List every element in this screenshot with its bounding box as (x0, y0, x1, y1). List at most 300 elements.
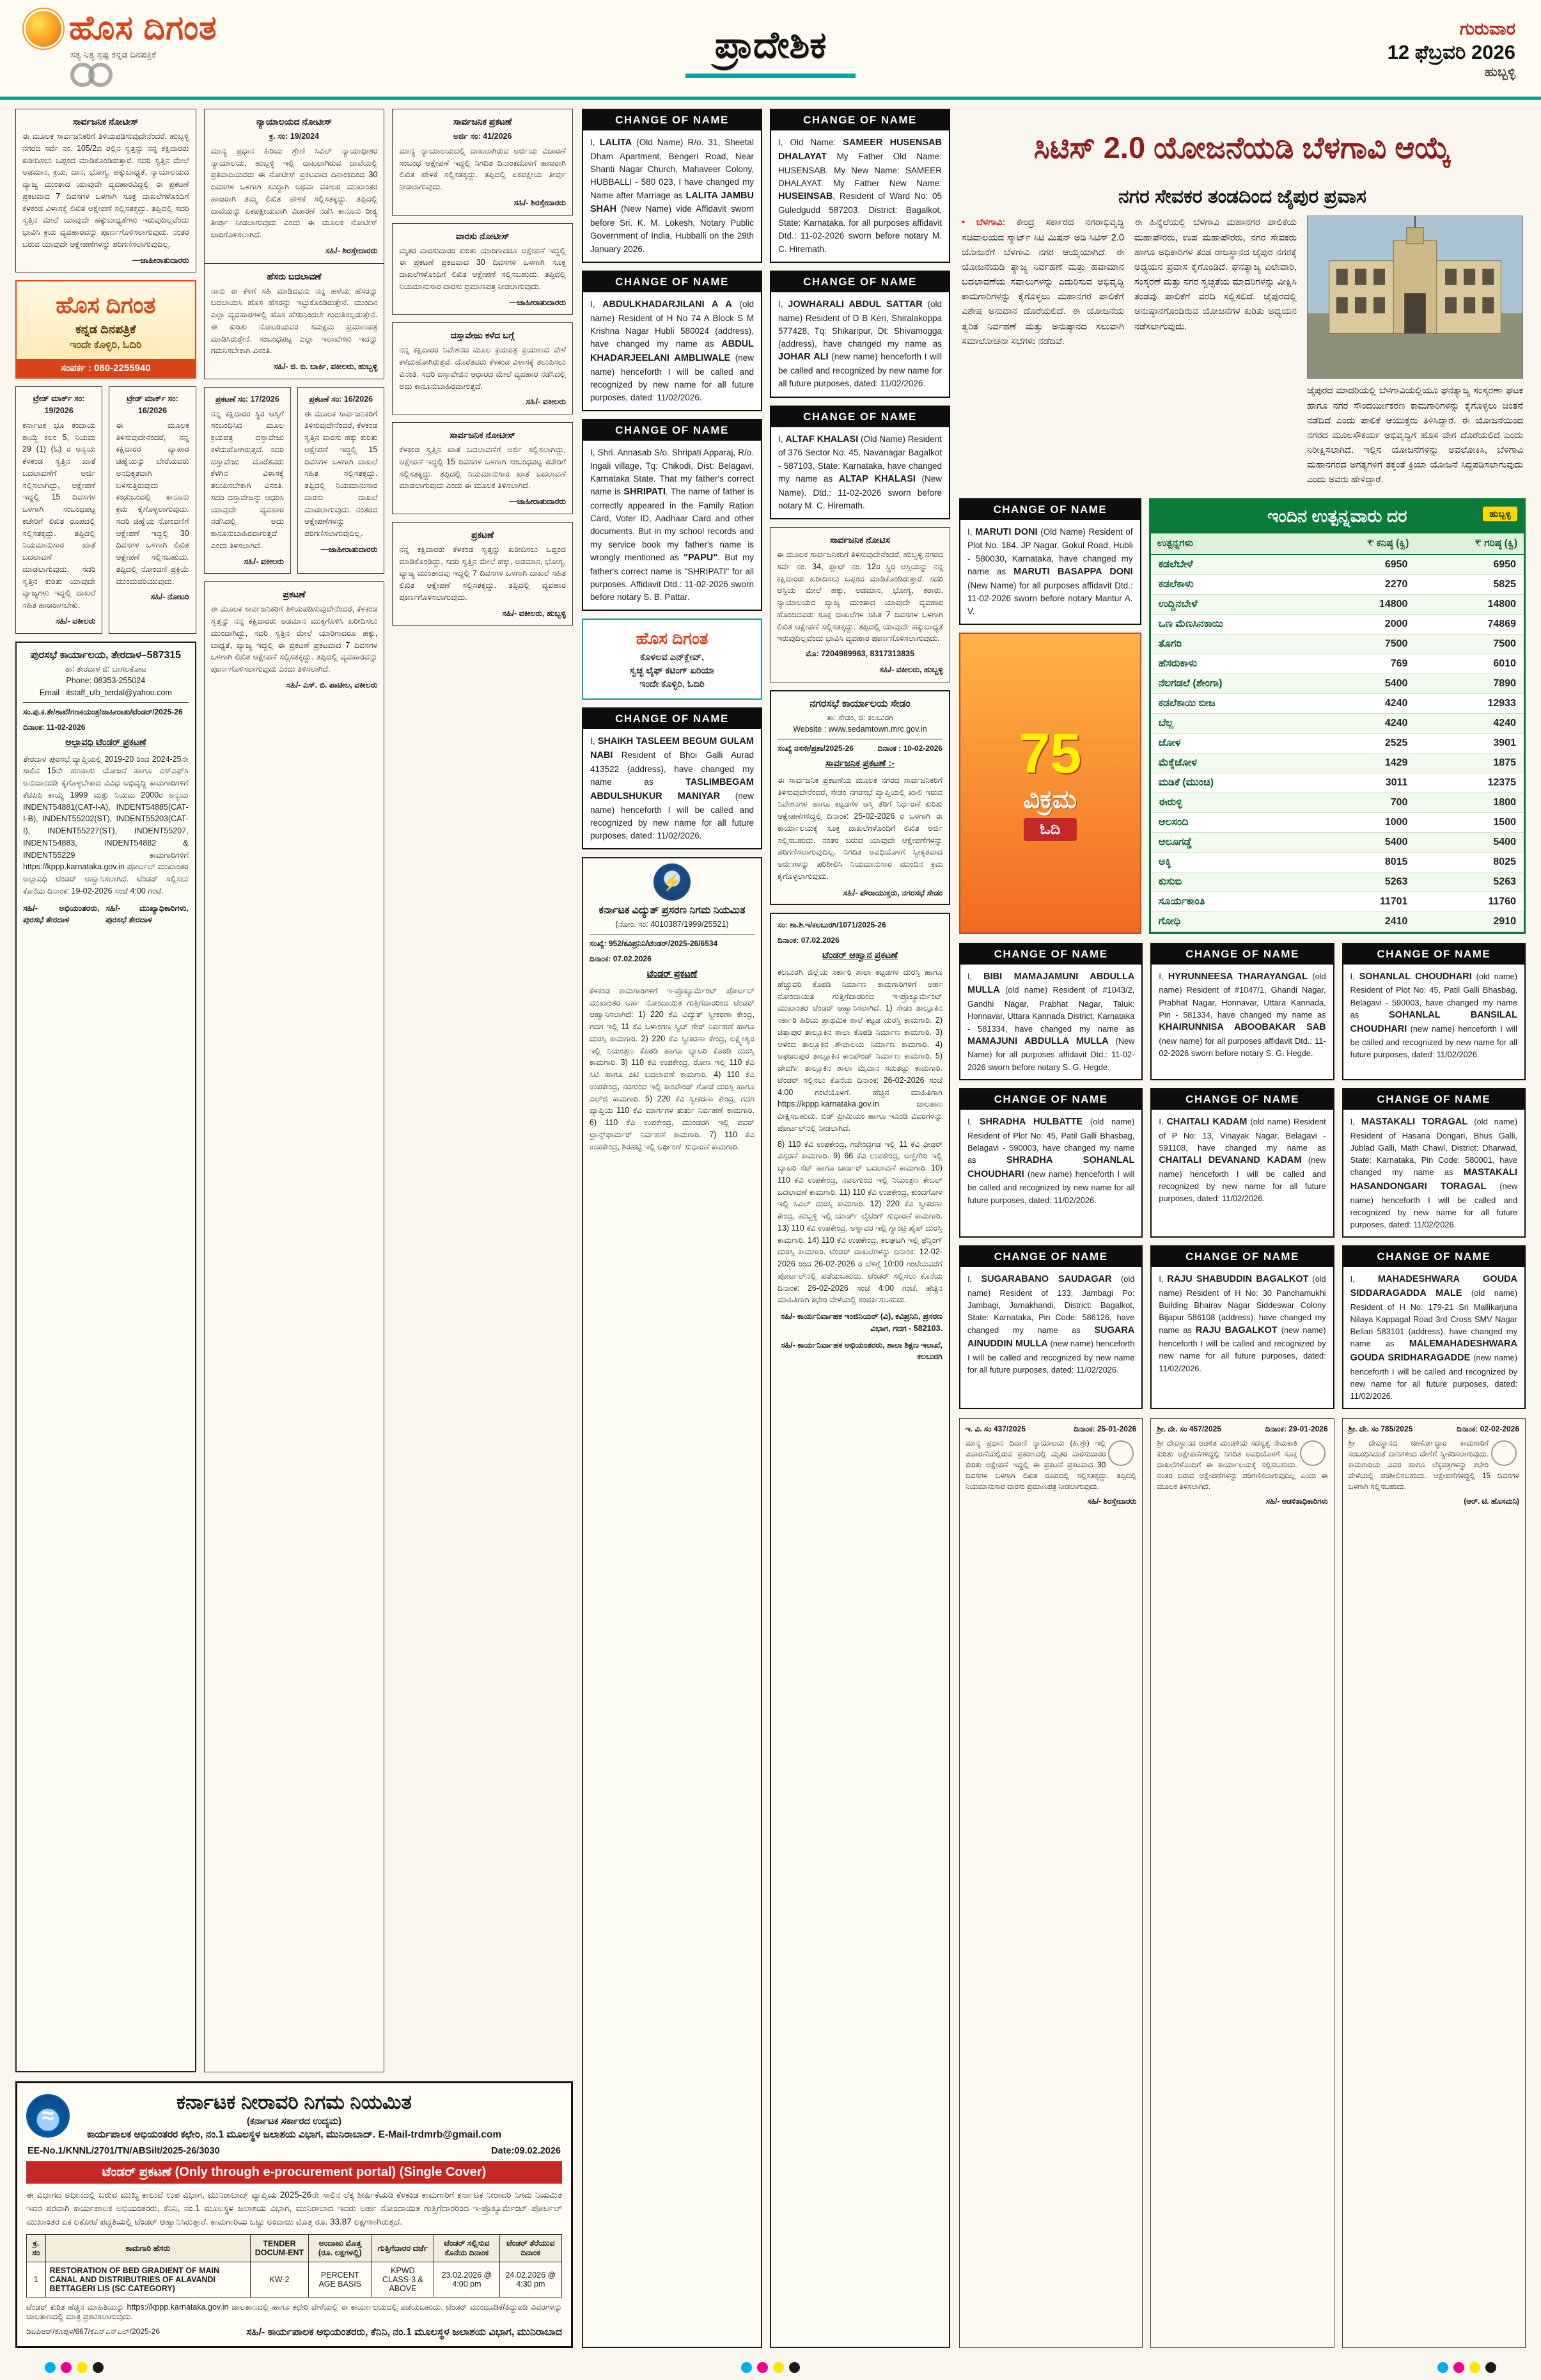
notice-signature: ಸಹಿ/- ಶಿರಸ್ತೇದಾರರು (1087, 1497, 1137, 1506)
tender-table-header: ಅಂದಾಜು ಮೊತ್ತ (ರೂ. ಲಕ್ಷಗಳಲ್ಲಿ) (309, 2235, 372, 2262)
classified-notice (15, 386, 102, 633)
notice-body: ಮೃತರ ವಾರಸುದಾರರ ಕುರಿತು ಯಾರಿಗಾದರೂ ಆಕ್ಷೇಪಣೆ ಇದ್ದಲ್ಲಿ ಈ ಪ್ರಕಟಣೆ ಪ್ರಕಟವಾದ 30 ದಿವಸಗಳ ಒಳಗಾಗಿ ಸೂಕ್ತ ದಾಖಲೆಗಳೊಂದಿಗೆ ಲಿಖಿತ ಆಕ್ಷೇಪಣೆ ಸಲ್ಲಿಸಬಹುದು. ತಪ್ಪಿದಲ್ಲಿ ನಿಯಮಾನುಸಾರ ವಾರಸು ಪ್ರಮಾಣಪತ್ರ ನೀಡಲಾಗುವುದು. (399, 246, 566, 291)
vikrama-ad (959, 633, 1141, 933)
official-seal-icon (1300, 1440, 1326, 1466)
price-row (1151, 733, 1524, 753)
notice-signature: ಸಹಿ/- ವಕೀಲರು, ಹುಬ್ಬಳ್ಳಿ (502, 608, 566, 618)
tender-table (26, 2234, 562, 2297)
notice-kicker: ಪ್ರಕಟಣೆ (471, 529, 494, 540)
column-5 (770, 109, 950, 2348)
left-section (15, 109, 573, 2348)
sedam-municipality-notice (770, 690, 950, 906)
price-min: 2270 (1308, 574, 1416, 594)
tender-date: ದಿನಾಂಕ: 07.02.2026 (778, 936, 840, 945)
notice-ref: ಅರ್ಜಿ ಸಂ: 41/2026 (453, 132, 512, 141)
change-of-name-notice (959, 1088, 1143, 1238)
price-row (1151, 852, 1524, 872)
office-address: ಕಾರ್ಯಪಾಲಕ ಅಭಿಯಂತರರ ಕಛೇರಿ, ನಂ.1 ಮೂಲಸ್ಥಳ ಜಲಾಶಯ ವಿಭಾಗ, ಮುನಿರಾಬಾದ್. E-Mail-trdmrb@gmail.com (86, 2129, 502, 2141)
price-min: 4240 (1308, 693, 1416, 713)
classified-notice (204, 109, 385, 264)
notice-signature: ಸಹಿ/- ವಕೀಲರು, ಹುಬ್ಬಳ್ಳಿ (879, 665, 943, 674)
notice-signature: ಸಹಿ/- ಜಿ. ಬಿ. ಬಾರ್ಕಿ, ವಕೀಲರು, ಹುಬ್ಬಳ್ಳಿ (273, 362, 378, 371)
notice-body: ಈ ಮೂಲಕ ಸಾರ್ವಜನಿಕರಿಗೆ ತಿಳಿಸುವುದೇನೆಂದರೆ, ಕೆಳಕಂಡ ಸ್ವತ್ತಿನ ವಾರಸು ಹಕ್ಕು ಕುರಿತು ಆಕ್ಷೇಪಣೆ ಇದ್ದಲ್ಲಿ 15 ದಿವಸಗಳ ಒಳಗಾಗಿ ದಾಖಲೆ ಸಹಿತ ಸಲ್ಲಿಸತಕ್ಕದ್ದು. ತಪ್ಪಿದಲ್ಲಿ ನಿಯಮಾನುಸಾರ ವಾರಸು ದಾಖಲೆ ಮಾಡಲಾಗುವುದು. ನಂತರದ ಆಕ್ಷೇಪಣೆಗಳನ್ನು ಪರಿಗಣಿಸಲಾಗುವುದಿಲ್ಲ. (304, 409, 378, 538)
masthead-art-rings (70, 63, 647, 90)
office-name: ನಗರಸಭೆ ಕಾರ್ಯಾಲಯ ಸೇಡಂ (810, 698, 911, 709)
cell-class: KPWD CLASS-3 & ABOVE (372, 2262, 434, 2297)
col-max: ₹ ಗರಿಷ್ಠ (ಕ್ವಿ) (1415, 533, 1524, 555)
change-of-name-header: CHANGE OF NAME (1152, 1089, 1333, 1110)
notice-body: ಮಾನ್ಯ ಪ್ರಧಾನ ಹಿರಿಯ ಶ್ರೇಣಿ ಸಿವಿಲ್ ನ್ಯಾಯಾಧೀಶರ ನ್ಯಾಯಾಲಯ, ಹುಬ್ಬಳ್ಳಿ ಇಲ್ಲಿ ದಾಖಲಾಗಿರುವ ದಾವೆಯಲ್ಲಿ ಪ್ರತಿವಾದಿಯವರು ಈ ನೋಟೀಸ್ ಪ್ರಕಟವಾದ ದಿನಾಂಕದಿಂದ 30 ದಿವಸಗಳ ಒಳಗಾಗಿ ಖುದ್ದಾಗಿ ಅಥವಾ ವಕೀಲರ ಮುಖಾಂತರ ಹಾಜರಾಗಿ ತಮ್ಮ ಲಿಖಿತ ಹೇಳಿಕೆ ಸಲ್ಲಿಸತಕ್ಕದ್ದು. ತಪ್ಪಿದಲ್ಲಿ ದಾವೆಯನ್ನು ಏಕಪಕ್ಷೀಯವಾಗಿ ವಿಚಾರಣೆ ನಡೆಸಿ ಕಾನೂನು ರೀತ್ಯ ತೀರ್ಪು ನೀಡಲಾಗುವುದು ಎಂದು ಈ ಮೂಲಕ ನೋಟೀಸ್ ಜಾರಿಗೊಳಿಸಲಾಗಿದೆ. (210, 146, 378, 239)
price-min: 1429 (1308, 753, 1416, 773)
small-notice-grid (959, 1418, 1526, 2348)
column-1 (15, 109, 196, 2072)
price-row (1151, 872, 1524, 892)
registration-number: (ನೋಂ. ಸಂ: 4010387/1999/25521) (615, 920, 729, 929)
price-min: 11701 (1308, 892, 1416, 911)
change-of-name-body: I, BIBI MAMAJAMUNI ABDULLA MULLA (old name) Resident of #1043/2, Gandhi Nagar, Prabhat Nagar, Taluk: Honnavar, Uttara Kannada District, Karnataka - 581334, have changed my name as MAMAJUNI ABDULLA MULLA (New Name) for all purposes affidavit Dtd.: 11-02-2026 sworn before notary S. G. Hegde. (967, 971, 1135, 1072)
tender-title: ಅಲ್ಪಾವಧಿ ಟೆಂಡರ್ ಪ್ರಕಟಣೆ (65, 737, 146, 748)
notice-kicker: ಸಾರ್ವಜನಿಕ ನೋಟೀಸ್ (450, 430, 515, 440)
registration-dots (1437, 2362, 1496, 2373)
price-row (1151, 832, 1524, 852)
change-of-name-body: I, MASTAKALI TORAGAL (old name) Resident of Hasana Dongari, Bhus Galli, Jublad Galli, Math Chawl, District: Dharwad, State: Karnataka, Pin Code: 580001, have changed my name as MASTAKALI HASANDONGARI TORAGAL (new name) henceforth I will be called and recognized by new name for all future purposes, dated: 11/02/2026. (1350, 1116, 1517, 1230)
tender-table-header: ಗುತ್ತಿಗೆದಾರರ ದರ್ಜೆ (372, 2235, 434, 2262)
change-of-name-notice (582, 271, 762, 412)
notice-ref: ಟ್ರೇಡ್ ಮಾರ್ಕ್ ಸಂ: 16/2026 (127, 394, 178, 415)
change-of-name-header: CHANGE OF NAME (960, 500, 1140, 520)
notice-ref: ಟ್ರೇಡ್ ಮಾರ್ಕ್ ಸಂ: 19/2026 (33, 394, 85, 415)
notice-signature: —ಜಾಹೀರಾತುದಾರರು (132, 255, 189, 265)
price-max: 8025 (1415, 852, 1524, 872)
change-of-name-header: CHANGE OF NAME (1343, 1247, 1524, 1267)
notice-ref: ಕ್ರ. ಸಂ: 19/2024 (269, 132, 320, 141)
registration-dots (741, 2362, 800, 2373)
change-of-name-body: I, RAJU SHABUDDIN BAGALKOT (old name) Resident of H No: 30 Panchamukhi Building Bhairav Nagar Siddeswar Colony Bijapur 586108 (address), have changed my name as RAJU BAGALKOT (new name) henceforth I will be called and recognized by new name for all future purposes, dated: 11/02/2026. (1159, 1274, 1326, 1373)
change-of-name-header: CHANGE OF NAME (771, 407, 949, 427)
product-name: ಕುಸುಬಿ (1151, 872, 1308, 892)
signature: ಸಹಿ/- ಮುಖ್ಯಾಧಿಕಾರಿಗಳು, ಪುರಸಭೆ ತೇರದಾಳ (106, 903, 189, 925)
product-name: ಒಣ ಮೆಣಸಿನಕಾಯಿ (1151, 614, 1308, 634)
tender-ref: EE-No.1/KNNL/2701/TN/ABSilt/2025-26/3030 (27, 2146, 220, 2157)
kalaburagi-tender-notice (770, 913, 950, 2348)
price-min: 7500 (1308, 634, 1416, 654)
corporation-name: ಕರ್ನಾಟಕ ವಿದ್ಯುತ್ ಪ್ರಸರಣ ನಿಗಮ ನಿಯಮಿತ (598, 905, 746, 917)
notice-kicker: ಸಾರ್ವಜನಿಕ ಪ್ರಕಟಣೆ (453, 116, 512, 127)
product-name: ಹೆಸರುಕಾಳು (1151, 654, 1308, 674)
notice-signature: ಸಹಿ/- ವಕೀಲರು (244, 556, 284, 566)
notice-body: ಮಾನ್ಯ ಪ್ರಧಾನ ದಿವಾಣಿ ನ್ಯಾಯಾಲಯ (ಹಿ.ಶ್ರೇ) ಇಲ್ಲಿ ವಿಚಾರಣೆಯಲ್ಲಿರುವ ಪ್ರಕರಣದಲ್ಲಿ ಮೃತರ ವಾರಸುದಾರರ ಕುರಿತು ಆಕ್ಷೇಪಣೆ ಇದ್ದಲ್ಲಿ ಈ ಪ್ರಕಟಣೆ ಪ್ರಕಟವಾದ 30 ದಿವಸಗಳ ಒಳಗಾಗಿ ಲಿಖಿತ ರೂಪದಲ್ಲಿ ಸಲ್ಲಿಸತಕ್ಕದ್ದು. ತಪ್ಪಿದಲ್ಲಿ ನಿಯಮಾನುಸಾರ ವಾರಸು ಪ್ರಮಾಣಪತ್ರ ನೀಡಲಾಗುವುದು. (966, 1438, 1137, 1492)
change-of-name-header: CHANGE OF NAME (771, 272, 949, 292)
signature: ಸಹಿ/- ಕಾರ್ಯಪಾಲಕ ಅಭಿಯಂತರರು, ಕೆನಿನಿ, ನಂ.1 ಮೂಲಸ್ಥಳ ಜಲಾಶಯ ವಿಭಾಗ, ಮುನಿರಾಬಾದ (246, 2327, 562, 2338)
price-row (1151, 812, 1524, 832)
product-name: ನೆಲಗಡಲೆ (ಶೇಂಗಾ) (1151, 674, 1308, 693)
price-min: 5400 (1308, 832, 1416, 852)
public-notice (770, 527, 950, 682)
tender-table-header: ಟೆಂಡರ್ ಸಲ್ಲಿಸುವ ಕೊನೆಯ ದಿನಾಂಕ (434, 2235, 500, 2262)
terdal-municipality-notice (15, 642, 196, 2073)
notice-signature: ಸಹಿ/- ವಕೀಲರು (526, 397, 566, 407)
change-of-name-notice (770, 406, 950, 520)
cell-open-date: 24.02.2026 @ 4:30 pm (499, 2262, 561, 2297)
paper-tagline: ಸತ್ಯ ನಿತ್ಯ ಸ್ಪಷ್ಟ ಕನ್ನಡ ದಿನಪತ್ರಿಕೆ (70, 49, 157, 59)
product-name: ಆಲಸಂದಿ (1151, 812, 1308, 832)
price-min: 2000 (1308, 614, 1416, 634)
print-registration-marks (0, 2354, 1541, 2380)
change-of-name-body: I, ALTAF KHALASI (Old Name) Resident of 376 Sector No: 45, Navanagar Bagalkot - 587103, State: Karnataka, have changed my name as ALTAP KHALASI (New Name). Dtd.: 11-02-2026 sworn before notary M. C. Hiremath. (778, 434, 942, 510)
notice-kicker: ವಾರಸು ನೋಟೀಸ್ (455, 230, 510, 241)
change-of-name-body: I, HYRUNNEESA THARAYANGAL (old name) Resident of #1047/1, Ghandi Nagar, Prabhat Nagar, Honnavar, Uttara Kannada, Pin - 581334, have changed my name as KHAIRUNNISA ABOOBAKAR SAB (new name) for all purposes affidavit Dtd.: 11-02-2026 sworn before notary S. G. Hegde. (1159, 971, 1326, 1058)
classified-notice (392, 422, 573, 514)
notice-body: ಈ ಮೂಲಕ ಸಾರ್ವಜನಿಕರಿಗೆ ತಿಳಿಯಪಡಿಸುವುದೇನೆಂದರೆ, ಹುಬ್ಬಳ್ಳಿ ನಗರದ ಸರ್ವೆ ನಂ. 105/2ಬಿ ರಲ್ಲಿನ ಸ್ವತ್ತನ್ನು ನನ್ನ ಕಕ್ಷಿದಾರರು ಖರೀದಿಸಲು ಒಪ್ಪಂದ ಮಾಡಿಕೊಂಡಿರುತ್ತಾರೆ. ಸದರಿ ಸ್ವತ್ತಿನ ಮೇಲೆ ಅಡಮಾನ, ಕ್ರಯ, ದಾನ, ಭೋಗ್ಯ, ಹಕ್ಕುಬಾಧ್ಯತೆ, ನ್ಯಾಯಾಲಯದ ವ್ಯಾಜ್ಯ ಮುಂತಾದ ಯಾವುದೇ ವ್ಯವಹಾರವಿದ್ದಲ್ಲಿ ಈ ಪ್ರಕಟಣೆ ಪ್ರಕಟವಾದ 7 ದಿವಸಗಳ ಒಳಗಾಗಿ ಸೂಕ್ತ ದಾಖಲೆಗಳೊಂದಿಗೆ ಕೆಳಕಂಡ ವಿಳಾಸಕ್ಕೆ ಲಿಖಿತ ಆಕ್ಷೇಪಣೆ ಸಲ್ಲಿಸತಕ್ಕದ್ದು. ತಪ್ಪಿದಲ್ಲಿ ಸದರಿ ಸ್ವತ್ತಿನ ಮೇಲೆ ಯಾವುದೇ ಹಕ್ಕುಬಾಧ್ಯತೆಗಳು ಇರುವುದಿಲ್ಲವೆಂದು ಭಾವಿಸಿ ಕ್ರಯ ವ್ಯವಹಾರವನ್ನು ಪೂರ್ಣಗೊಳಿಸಲಾಗುವುದು. ನಂತರ ಬರುವ ಯಾವುದೇ ಆಕ್ಷೇಪಣೆಗಳನ್ನು ಪರಿಗಣಿಸಲಾಗುವುದಿಲ್ಲ. (22, 132, 189, 249)
notice-ref: ಸಂಖ್ಯೆ ನಸಸೇ/ಪ್ರಶಾ/2025-26 (778, 744, 854, 753)
dipr-ref: ಡಿಐಪಿಆರ್/ಕೊಪ್ಪಳ/667/ಕೆಎನ್‌ಎನ್‌ಎಲ್/2025-26 (26, 2327, 160, 2336)
notice-signature: ಸಹಿ/- ಆಡಳಿತಾಧಿಕಾರಿಗಳು (1265, 1497, 1328, 1506)
column-4 (582, 109, 762, 2348)
change-of-name-body: I, MAHADESHWARA GOUDA SIDDARAGADDA MALE (old name) Resident of H No: 179-21 Sri Mallikarjuna Nilaya Kappagal Road 3rd Cross SMV Nagar Bellari 583101 (address), have changed my name as MALEMAHADESHWARA GOUDA SRIDHARAGADDE (new name) henceforth I will be called and recognized by new name for all future purposes, dated: 11/02/2026. (1350, 1274, 1518, 1401)
ad-brand: ಹೊಸ ದಿಗಂತ (56, 292, 156, 319)
masthead (0, 0, 1541, 100)
change-of-name-header: CHANGE OF NAME (960, 1089, 1141, 1110)
small-court-notice (959, 1418, 1143, 2348)
official-seal-icon (1108, 1440, 1134, 1466)
price-row (1151, 654, 1524, 674)
article-body (962, 216, 1297, 487)
price-max: 74869 (1415, 614, 1524, 634)
cell-document: KW-2 (250, 2262, 308, 2297)
lead-bullet: • (962, 217, 966, 228)
notice-ref: ಪ್ರಕಟಣೆ ಸಂ: 17/2026 (215, 394, 279, 404)
price-max: 1800 (1415, 792, 1524, 812)
price-row (1151, 574, 1524, 594)
price-max: 12375 (1415, 773, 1524, 792)
price-min: 2410 (1308, 911, 1416, 931)
office-location: ತಾ: ತೇರದಾಳ ಜಿ: ಬಾಗಲಕೋಟ (65, 664, 146, 674)
office-location: ತಾ: ಸೇಡಂ, ಜಿ: ಕಲಬುರಗಿ (826, 713, 894, 722)
price-max: 7890 (1415, 674, 1524, 693)
kptcl-logo-icon (653, 863, 691, 901)
change-of-name-notice (1342, 1245, 1526, 1409)
change-of-name-grid (959, 943, 1526, 1410)
change-of-name-body: I, CHAITALI KADAM (old name) Resident of P No: 13, Vinayak Nagar, Belagavi - 591108, have changed my name as CHAITALI DEVANAND KADAM (new name) henceforth I will be called and recognized by new name for all future purposes, dated: 11/02/2026. (1159, 1116, 1326, 1204)
sunburst-logo-icon (26, 11, 61, 47)
price-min: 8015 (1308, 852, 1416, 872)
article-subhead: ನಗರ ಸೇವಕರ ತಂಡದಿಂದ ಜೈಪುರ ಪ್ರವಾಸ (1118, 186, 1366, 208)
notice-body: ಶ್ರೀ ದೇವಸ್ಥಾನದ ಆಡಳಿತ ಮಂಡಳಿಯ ಸದಸ್ಯತ್ವ ನೇಮಕಾತಿ ಕುರಿತು ಆಕ್ಷೇಪಣೆಗಳಿದ್ದಲ್ಲಿ ನಿಗದಿತ ಅವಧಿಯೊಳಗೆ ಸೂಕ್ತ ದಾಖಲೆಗಳೊಂದಿಗೆ ಈ ಕಾರ್ಯಾಲಯಕ್ಕೆ ಸಲ್ಲಿಸಬಹುದು. ನಂತರ ಬರುವ ಆಕ್ಷೇಪಣೆಗಳನ್ನು ಪರಿಗಣಿಸಲಾಗುವುದಿಲ್ಲ ಎಂದು ಈ ಮೂಲಕ ತಿಳಿಸಲಾಗಿದೆ. (1157, 1438, 1328, 1492)
classified-notice (297, 387, 384, 574)
notice-kicker: ದಸ್ತಾವೇಜು ಕಳೆದ ಬಗ್ಗೆ (450, 330, 515, 341)
product-name: ಮೆಕ್ಕೆಜೋಳ (1151, 753, 1308, 773)
change-of-name-notice (582, 109, 762, 263)
weekday: ಗುರುವಾರ (1459, 19, 1515, 38)
tender-ref: ಸಂಖ್ಯೆ: 952/ಕವಿಪ್ರನಿನಿ/ಟೆಂಡರ್/2025-26/6534 (590, 939, 718, 948)
product-name: ಮಡಿಕೆ (ಮುಂಚಿ) (1151, 773, 1308, 792)
classified-notice (392, 223, 573, 315)
change-of-name-notice (582, 707, 762, 849)
tender-table-header: ಕ್ರ. ಸಂ (27, 2235, 46, 2262)
price-min: 14800 (1308, 594, 1416, 614)
mid-section (582, 109, 950, 2348)
notice-body: ಈ ಸಾರ್ವಜನಿಕ ಪ್ರಕಟಣೆಯ ಮೂಲಕ ನಗರದ ಸಾರ್ವಜನಿಕರಿಗೆ ತಿಳಿಸುವುದೇನೆಂದರೆ, ಸೇಡಂ ನಗರಸಭೆ ವ್ಯಾಪ್ತಿಯಲ್ಲಿ ಖಾಲಿ ಇರುವ ನಿವೇಶನಗಳ ಹಾಗೂ ಕಟ್ಟಡಗಳ ಆಸ್ತಿ ತೆರಿಗೆ ನಿರ್ಧರಣೆ ಕುರಿತು ಆಕ್ಷೇಪಣೆಗಳಿದ್ದಲ್ಲಿ ದಿನಾಂಕ: 25-02-2026 ರ ಒಳಗಾಗಿ ಈ ಕಾರ್ಯಾಲಯಕ್ಕೆ ಸೂಕ್ತ ದಾಖಲೆಗಳೊಂದಿಗೆ ಲಿಖಿತ ಅರ್ಜಿ ಸಲ್ಲಿಸಬಹುದು. ನಂತರ ಬರುವ ಯಾವುದೇ ಆಕ್ಷೇಪಣೆಗಳನ್ನು ಪರಿಗಣಿಸಲಾಗುವುದಿಲ್ಲ. ನಿಗದಿತ ಅವಧಿಯೊಳಗೆ ಸ್ವೀಕೃತವಾದ ಅರ್ಜಿಗಳನ್ನು ಪರಿಶೀಲಿಸಿ ನಿಯಮಾನುಸಾರ ಮುಂದಿನ ಕ್ರಮ ಕೈಗೊಳ್ಳಲಾಗುವುದು. (778, 775, 943, 881)
change-of-name-body: I, SUGARABANO SAUDAGAR (old name) Resident of 133, Jambagi Po: Jambagi, Jamakhandi, District: Bagalkot, State: Karnataka, Pin Code: 586126, have changed my name as SUGARA AINUDDIN MULLA (new name) henceforth I will be called and recognized by new name for all future purposes, dated: 11/02/2026. (967, 1274, 1135, 1375)
article-photo-column (1307, 216, 1523, 487)
article-paragraph: ಈ ಹಿನ್ನೆಲೆಯಲ್ಲಿ ಬೆಳಗಾವಿ ಮಹಾನಗರ ಪಾಲಿಕೆಯ ಮಹಾಪೌರರು, ಉಪ ಮಹಾಪೌರರು, ನಗರ ಸೇವಕರು ಹಾಗೂ ಅಧಿಕಾರಿಗಳ ತಂಡ ರಾಜಸ್ಥಾನದ ಜೈಪುರ ನಗರಕ್ಕೆ ಅಧ್ಯಯನ ಪ್ರವಾಸ ಕೈಗೊಂಡಿದೆ. ಘನತ್ಯಾಜ್ಯ ವಿಲೇವಾರಿ, ಸಂಸ್ಕರಣೆ ಮತ್ತು ನಗರ ಸ್ವಚ್ಛತೆಯ ಮಾದರಿಗಳನ್ನು ವೀಕ್ಷಿಸಿ ತಂಡವು ಪಾಲಿಕೆಗೆ ವರದಿ ಸಲ್ಲಿಸಲಿದೆ. ಜೈಪುರದಲ್ಲಿ ಅನುಷ್ಠಾನಗೊಂಡಿರುವ ಯೋಜನೆಗಳ ಕುರಿತು ಅಧ್ಯಯನ ನಡೆಸಲಾಗುವುದು. (1134, 217, 1297, 332)
corporation-subtitle: (ಕರ್ನಾಟಕ ಸರ್ಕಾರದ ಉದ್ಯಮ) (246, 2116, 342, 2127)
notice-ref: ಸಂ.ಪು.ಕ.ತೇ/ಶಾಖೆ/ಗಣಕಯಂತ್ರ/ಜಾಹೀರಾತು/ಟೆಂಡರ್/2025-26 (23, 707, 183, 716)
notice-signature: ಸಹಿ/- ನೋಟರಿ (150, 592, 189, 602)
ad-line: ಸ್ವಚ್ಛ ಲೈಫ್ ಕಟಿಂಗ್ ಏರಿಯಾ (629, 666, 715, 677)
notice-body: ಈ ಮೂಲಕ ಸಾರ್ವಜನಿಕರಿಗೆ ತಿಳಿಸುವುದೇನೆಂದರೆ, ಹುಬ್ಬಳ್ಳಿ ನಗರದ ಸರ್ವೆ ನಂ. 34, ಪ್ಲಾಟ್ ನಂ. 12ರ ಸ್ಥಿರ ಆಸ್ತಿಯನ್ನು ನನ್ನ ಕಕ್ಷಿದಾರರು ಖರೀದಿಸಲು ಒಪ್ಪಂದ ಮಾಡಿಕೊಂಡಿರುತ್ತಾರೆ. ಸದರಿ ಆಸ್ತಿಯ ಮೇಲೆ ಹಕ್ಕು, ಅಡಮಾನ, ಭೋಗ್ಯ, ಕರಾರು, ನ್ಯಾಯಾಲಯದ ವ್ಯಾಜ್ಯ ಮುಂತಾದ ಯಾವುದೇ ವ್ಯವಹಾರ ಹೊಂದಿದವರು ಸೂಕ್ತ ದಾಖಲೆಗಳ ಸಹಿತ 7 ದಿವಸಗಳ ಒಳಗಾಗಿ ಲಿಖಿತ ಆಕ್ಷೇಪಣೆ ಸಲ್ಲಿಸತಕ್ಕದ್ದು. ತಪ್ಪಿದಲ್ಲಿ ಯಾವುದೇ ಹಕ್ಕುಬಾಧ್ಯತೆ ಇರುವುದಿಲ್ಲವೆಂದು ಭಾವಿಸಿ ವ್ಯವಹಾರ ಪೂರ್ಣಗೊಳಿಸಲಾಗುವುದು. (777, 550, 943, 643)
price-row (1151, 792, 1524, 812)
price-min: 4240 (1308, 713, 1416, 733)
knnl-tender-notice (15, 2081, 573, 2348)
price-max: 14800 (1415, 594, 1524, 614)
notice-kicker: ಹೆಸರು ಬದಲಾವಣೆ (267, 271, 322, 281)
price-min: 1000 (1308, 812, 1416, 832)
change-of-name-header: CHANGE OF NAME (1343, 944, 1524, 965)
classified-notice (392, 522, 573, 626)
edition-city: ಹುಬ್ಬಳ್ಳಿ (1484, 65, 1515, 80)
price-row (1151, 594, 1524, 614)
hosa-digantha-ad (15, 280, 196, 379)
tender-body-continued: 8) 110 ಕೆವಿ ಉಪಕೇಂದ್ರ, ಗಜೇಂದ್ರಗಡ ಇಲ್ಲಿ 11 ಕೆವಿ ಫೀಡರ್ ವಿಸ್ತರಣೆ ಕಾಮಗಾರಿ. 9) 66 ಕೆವಿ ಉಪಕೇಂದ್ರ, ಅಣ್ಣಿಗೇರಿ ಇಲ್ಲಿ ಬ್ಯಾಟರಿ ಸೆಟ್ ಹಾಗೂ ಚಾರ್ಜರ್ ಬದಲಾವಣೆ ಕಾಮಗಾರಿ. 10) 110 ಕೆವಿ ಉಪಕೇಂದ್ರ, ನವಲಗುಂದ ಇಲ್ಲಿ ನಿಯಂತ್ರಣ ಕೇಬಲ್ ಬದಲಾವಣೆ ಕಾಮಗಾರಿ. 11) 110 ಕೆವಿ ಉಪಕೇಂದ್ರ, ಕುಂದಗೋಳ ಇಲ್ಲಿ ಸಿವಿಲ್ ದುರಸ್ತಿ ಕಾಮಗಾರಿ. 12) 220 ಕೆವಿ ಸ್ವೀಕರಣಾ ಕೇಂದ್ರ, ಹುಬ್ಬಳ್ಳಿ ಇಲ್ಲಿ ಯಾರ್ಡ್ ಲೈಟಿಂಗ್ ಸುಧಾರಣೆ ಕಾಮಗಾರಿ. 13) 110 ಕೆವಿ ಉಪಕೇಂದ್ರ, ಅಳ್ನಾವರ ಇಲ್ಲಿ ಗ್ಯಾಂಟ್ರಿ ಪೈಪ್ ದುರಸ್ತಿ ಕಾಮಗಾರಿ. 14) 110 ಕೆವಿ ಉಪಕೇಂದ್ರ, ಕಲಘಟಗಿ ಇಲ್ಲಿ ಫೆನ್ಸಿಂಗ್ ದುರಸ್ತಿ ಕಾಮಗಾರಿ. ಟೆಂಡರ್ ದಾಖಲೆಗಳನ್ನು ದಿನಾಂಕ: 12-02-2026 ರಿಂದ 26-02-2026 ರ ಬೆಳಿಗ್ಗೆ 10:00 ಗಂಟೆಯವರೆಗೆ ಪೋರ್ಟಲ್‌ನಲ್ಲಿ ಪಡೆಯಬಹುದು. ಟೆಂಡರ್ ಸಲ್ಲಿಸಲು ಕೊನೆಯ ದಿನಾಂಕ: 26-02-2026 ಸಂಜೆ 4:00 ಗಂಟೆ. ಹೆಚ್ಚಿನ ಮಾಹಿತಿಗಾಗಿ ಕಛೇರಿ ವೇಳೆಯಲ್ಲಿ ಸಂಪರ್ಕಿಸಬಹುದು. (778, 1139, 943, 1305)
page-content (0, 100, 1541, 2354)
right-section (959, 109, 1526, 2348)
product-name: ಸೂರ್ಯಕಾಂತಿ (1151, 892, 1308, 911)
article-paragraph: ಜೈಪುರದ ಮಾದರಿಯಲ್ಲಿ ಬೆಳಗಾವಿಯಲ್ಲಿಯೂ ಘನತ್ಯಾಜ್ಯ ಸಂಸ್ಕರಣಾ ಘಟಕ ಹಾಗೂ ನಗರ ಸೌಂದರ್ಯೀಕರಣ ಕಾಮಗಾರಿಗಳನ್ನು ಕೈಗೊಳ್ಳಲು ಚಿಂತನೆ ನಡೆದಿದೆ ಎಂದು ಪಾಲಿಕೆ ಆಯುಕ್ತರು ತಿಳಿಸಿದ್ದಾರೆ. ಈ ಯೋಜನೆಯಿಂದ ನಗರದ ಮೂಲಸೌಕರ್ಯ ಅಭಿವೃದ್ಧಿಗೆ ಹೊಸ ವೇಗ ದೊರೆಯಲಿದೆ ಎಂದು ನಿರೀಕ್ಷಿಸಲಾಗಿದೆ. ಇಲ್ಲಿನ ಯೋಜನೆಗಳನ್ನು ಅವಲೋಕಿಸಿ, ಬೆಳಗಾವಿ ಮಹಾನಗರದ ಅಗತ್ಯಗಳಿಗೆ ತಕ್ಕಂತೆ ಕ್ರಿಯಾ ಯೋಜನೆ ಸಿದ್ಧಪಡಿಸಲಾಗುವುದು ಎಂದು ಅವರು ಹೇಳಿದ್ದಾರೆ. (1306, 386, 1523, 485)
product-name: ಉದ್ದಿನಬೇಳೆ (1151, 594, 1308, 614)
price-min: 5400 (1308, 674, 1416, 693)
ad-line: ಕೊಳಲವ ಎನ್‌ಕ್ಲೇವ್, (639, 652, 705, 663)
change-of-name-header: CHANGE OF NAME (960, 1247, 1141, 1267)
notice-signature: —ಜಾಹೀರಾತುದಾರರು (509, 297, 566, 307)
notice-kicker: ಪ್ರಕಟಣೆ (283, 589, 306, 600)
notice-body: ನಾನು ಈ ಕೆಳಗೆ ಸಹಿ ಮಾಡಿದವನು ನನ್ನ ಹಳೆಯ ಹೆಸರನ್ನು ಬದಲಾಯಿಸಿ ಹೊಸ ಹೆಸರನ್ನು ಇಟ್ಟುಕೊಂಡಿರುತ್ತೇನೆ. ಮುಂದಿನ ಎಲ್ಲಾ ವ್ಯವಹಾರಗಳಲ್ಲಿ ಹೊಸ ಹೆಸರಿನಿಂದಲೇ ಗುರುತಿಸಲ್ಪಡುತ್ತೇನೆ. ಈ ಕುರಿತು ನೋಟರಿಯವರ ಸಮಕ್ಷಮ ಪ್ರಮಾಣಪತ್ರ ಮಾಡಿಸಿರುತ್ತೇನೆ. ಸಂಬಂಧಪಟ್ಟ ಎಲ್ಲಾ ಇಲಾಖೆಗಳು ಇದನ್ನು ಗಮನಿಸಬೇಕಾಗಿ ವಿನಂತಿ. (210, 286, 378, 356)
office-phone: Phone: 08353-255024 (66, 676, 146, 686)
classified-notice (204, 387, 291, 574)
price-max: 7500 (1415, 634, 1524, 654)
notice-ref: ಇ. ವಿ. ಸಂ 437/2025 (966, 1424, 1026, 1434)
notice-signature: —ಜಾಹೀರಾತುದಾರರು (509, 497, 566, 506)
tender-table-header: ಟೆಂಡರ್ ತೆರೆಯುವ ದಿನಾಂಕ (499, 2235, 561, 2262)
price-max: 5400 (1415, 832, 1524, 852)
change-of-name-body: I, SOHANLAL CHOUDHARI (old name) Resident of Plot No: 45, Patil Galli Bhasbag, Belagavi - 590003, have changed my name as SOHANLAL BANSILAL CHOUDHARI (new name) henceforth I will be called and recognized by new name for all future purposes, dated: 11/02/2026. (1350, 971, 1517, 1060)
change-of-name-header: CHANGE OF NAME (960, 944, 1141, 965)
article-headline: ಸಿಟಿಸ್ 2.0 ಯೋಜನೆಯಡಿ ಬೆಳಗಾವಿ ಆಯ್ಕೆ (1033, 130, 1451, 165)
change-of-name-notice (959, 1245, 1143, 1409)
mini-notice-pair (15, 386, 196, 633)
price-row (1151, 693, 1524, 713)
change-of-name-body: I, ABDULKHADARJILANI A A (old name) Resident of H No 74 A Block S M Krishna Nagar Hubli 580024 (address), have changed my name as ABDUL KHADARJEELANI AMBLIWALE (new name) henceforth I will be called and recognized by new name for all future purposes, dated: 11/02/2026. (590, 299, 754, 402)
price-row (1151, 892, 1524, 911)
ad-brand: ಹೊಸ ದಿಗಂತ (636, 629, 708, 649)
price-row (1151, 634, 1524, 654)
cell-estimate: PERCENT AGE BASIS (309, 2262, 372, 2297)
price-row (1151, 713, 1524, 733)
price-max: 6010 (1415, 654, 1524, 674)
notice-body: ಮಾನ್ಯ ನ್ಯಾಯಾಲಯದಲ್ಲಿ ದಾಖಲಾಗಿರುವ ಅರ್ಜಿಯ ವಿಚಾರಣೆ ಸಂಬಂಧ ಆಕ್ಷೇಪಣೆ ಇದ್ದಲ್ಲಿ ನಿಗದಿತ ದಿನಾಂಕದೊಳಗೆ ಹಾಜರಾಗಿ ಲಿಖಿತ ಹೇಳಿಕೆ ಸಲ್ಲಿಸತಕ್ಕದ್ದು. ತಪ್ಪಿದಲ್ಲಿ ಏಕಪಕ್ಷೀಯ ತೀರ್ಪು ನೀಡಲಾಗುವುದು. (399, 146, 566, 191)
price-min: 6950 (1308, 555, 1416, 575)
change-of-name-body: I, LALITA (Old Name) R/o. 31, Sheetal Dham Apartment, Bengeri Road, Near Shanti Nagar Church, Mahaveer Colony, HUBBALLI - 580 023, I have changed my Name after Marriage as LALITA JAMBU SHAH (New Name) vide Affidavit sworn before Sri. K. M. Lokesh, Notary Public Government of India, Hubballi on the 29th January 2026. (590, 138, 754, 254)
price-min: 769 (1308, 654, 1416, 674)
price-row (1151, 773, 1524, 792)
price-min: 2525 (1308, 733, 1416, 753)
price-max: 3901 (1415, 733, 1524, 753)
product-name: ಕಡಲೆಕಾಳು (1151, 574, 1308, 594)
change-of-name-header: CHANGE OF NAME (771, 110, 949, 130)
signature: ಸಹಿ/- ಕಾರ್ಯನಿರ್ವಾಹಕ ಅಭಿಯಂತರರು, ಶಾಲಾ ಶಿಕ್ಷಣ ಇಲಾಖೆ, ಕಲಬುರಗಿ (780, 1340, 943, 1362)
notice-kicker: ಸಾರ್ವಜನಿಕ ನೋಟಿಸ (830, 535, 890, 545)
notice-signature: ಸಹಿ/- ಶಿರಸ್ತೇದಾರರು (513, 198, 566, 207)
col-product: ಉತ್ಪನ್ನಗಳು (1151, 533, 1308, 555)
change-of-name-body: I, JOWHARALI ABDUL SATTAR (old name) Resident of D B Keri, Shiralakoppa 577428, Tq: Shikaripur, Dt: Shivamogga (address), have changed my name as JOHAR ALI (new name) henceforth I will be called and recognized by new name for all future purposes, dated: 11/02/2026. (778, 299, 942, 389)
notice-body: ನನ್ನ ಕಕ್ಷಿದಾರರ ಸ್ಥಿರ ಆಸ್ತಿಗೆ ಸಂಬಂಧಿಸಿದ ಮೂಲ ಕ್ರಯಪತ್ರ ದಸ್ತಾವೇಜು ಕಳೆದುಹೋಗಿರುತ್ತದೆ. ಸದರಿ ದಸ್ತಾವೇಜು ದೊರೆತವರು ಕೆಳಗಿನ ವಿಳಾಸಕ್ಕೆ ತಲುಪಿಸಬೇಕಾಗಿ ವಿನಂತಿ. ಸದರಿ ದಸ್ತಾವೇಜನ್ನು ಆಧರಿಸಿ ಯಾವುದೇ ವ್ಯವಹಾರ ನಡೆಸಿದಲ್ಲಿ ಅದು ಕಾನೂನುಬಾಹಿರವಾಗುತ್ತದೆ ಎಂದು ತಿಳಿಸಲಾಗಿದೆ. (210, 409, 284, 550)
news-article (959, 109, 1526, 489)
price-table (1149, 498, 1526, 934)
notice-body: ನನ್ನ ಕಕ್ಷಿದಾರರ ನಿವೇಶನದ ಮೂಲ ಕ್ರಯಪತ್ರ ಪ್ರಯಾಣದ ವೇಳೆ ಕಳೆದುಹೋಗಿರುತ್ತದೆ. ದೊರೆತವರು ಕೆಳಕಂಡ ವಿಳಾಸಕ್ಕೆ ತಲುಪಿಸಲು ವಿನಂತಿ. ಸದರಿ ದಸ್ತಾವೇಜಿನ ಆಧಾರದ ಮೇಲೆ ವ್ಯವಹಾರ ನಡೆಸಿದಲ್ಲಿ ಅದು ಕಾನೂನುಬಾಹಿರವಾಗುತ್ತದೆ. (399, 345, 566, 391)
classified-notice (15, 109, 196, 272)
tender-date: ದಿನಾಂಕ: 07.02.2026 (590, 954, 652, 963)
change-of-name-body: I, SHRADHA HULBATTE (old name) Resident of Plot No: 45, Patil Galli Bhasbag, Belagavi - 590003, have changed my name as SHRADHA SOHANLAL CHOUDHARI (new name) henceforth I will be called and recognized by new name for all future purposes, dated: 11/02/2026. (967, 1116, 1135, 1205)
price-row (1151, 911, 1524, 931)
change-of-name-body: I, Old Name: SAMEER HUSENSAB DHALAYAT My Father Old Name: HUSENSAB. My New Name: SAMEER DHALAYAT. My Father New Name: HUSEINSAB, Resident of Ward No: 05 Guledgudd 587203. District: Bagalkot, State: Karnataka. for all purposes affidavit Dtd.: 11-02-2026 sworn before notary M. C. Hiremath. (778, 138, 942, 254)
tender-table-header: TENDER DOCUM-ENT (250, 2235, 308, 2262)
change-of-name-header: CHANGE OF NAME (583, 110, 761, 130)
change-of-name-header: CHANGE OF NAME (583, 272, 761, 292)
product-name: ಆಲೂಗಡ್ಡೆ (1151, 832, 1308, 852)
price-row (1151, 555, 1524, 575)
small-court-notice (1150, 1418, 1334, 2348)
ad-line: ಕನ್ನಡ ದಿನಪತ್ರಿಕೆ (75, 323, 136, 337)
notice-body: ಈ ಮೂಲಕ ಸಾರ್ವಜನಿಕರಿಗೆ ತಿಳಿಯಪಡಿಸುವುದೇನೆಂದರೆ, ಕೆಳಕಂಡ ಸ್ವತ್ತನ್ನು ನನ್ನ ಕಕ್ಷಿದಾರರು ಅಡಮಾನ ಮುಕ್ತಗೊಳಿಸಿ ಖರೀದಿಸಲು ಮುಂದಾಗಿದ್ದು, ಸದರಿ ಸ್ವತ್ತಿನ ಮೇಲೆ ಯಾರಿಗಾದರೂ ಹಕ್ಕು, ಬಾಧ್ಯತೆ, ವ್ಯಾಜ್ಯ ಇದ್ದಲ್ಲಿ ಈ ಪ್ರಕಟಣೆ ಪ್ರಕಟವಾದ 7 ದಿವಸಗಳ ಒಳಗಾಗಿ ಲಿಖಿತ ಆಕ್ಷೇಪಣೆ ಸಲ್ಲಿಸತಕ್ಕದ್ದು. ತಪ್ಪಿದಲ್ಲಿ ವ್ಯವಹಾರವನ್ನು ಪೂರ್ಣಗೊಳಿಸಲಾಗುವುದು ಎಂದು ತಿಳಿಸಲಾಗಿದೆ. (210, 604, 378, 674)
column-6-top (959, 498, 1141, 934)
change-of-name-notice (582, 419, 762, 611)
column-3 (392, 109, 573, 2072)
article-dateline: ಬೆಳಗಾವಿ: (976, 217, 1006, 228)
notice-body: ಕರ್ನಾಟಕ ಭೂ ಕಂದಾಯ ಕಾಯ್ದೆ ಕಲಂ 5, ನಿಯಮ 29 (1) (ಓ) ರ ಅನ್ವಯ ಕೆಳಕಂಡ ಸ್ವತ್ತಿನ ಖಾತೆ ಬದಲಾವಣೆಗೆ ಅರ್ಜಿ ಸಲ್ಲಿಸಲಾಗಿದ್ದು, ಆಕ್ಷೇಪಣೆ ಇದ್ದಲ್ಲಿ 15 ದಿವಸಗಳ ಒಳಗಾಗಿ ಸಂಬಂಧಪಟ್ಟ ಕಚೇರಿಗೆ ಲಿಖಿತ ರೂಪದಲ್ಲಿ ಸಲ್ಲಿಸತಕ್ಕದ್ದು. ತಪ್ಪಿದಲ್ಲಿ ನಿಯಮಾನುಸಾರ ಖಾತೆ ಬದಲಾವಣೆ ಮಾಡಲಾಗುವುದು. ಸದರಿ ಸ್ವತ್ತಿನ ಕುರಿತು ಯಾವುದೇ ವ್ಯಾಜ್ಯಗಳು ಇದ್ದಲ್ಲಿ ದಾಖಲೆ ಸಹಿತ ಹಾಜರಾಗಬೇಕು. (22, 420, 96, 610)
price-min: 5263 (1308, 872, 1416, 892)
classified-notice (204, 264, 385, 379)
ad-brand: ವಿಕ್ರಮ (1023, 785, 1077, 814)
notice-phone: ಮೊ: 7204989963, 8317313835 (805, 649, 915, 658)
change-of-name-notice (1342, 1088, 1526, 1238)
notice-body: ಕೆಳಕಂಡ ಸ್ವತ್ತಿನ ಖಾತೆ ಬದಲಾವಣೆಗೆ ಅರ್ಜಿ ಸಲ್ಲಿಸಲಾಗಿದ್ದು, ಆಕ್ಷೇಪಣೆ ಇದ್ದಲ್ಲಿ 15 ದಿವಸಗಳ ಒಳಗಾಗಿ ಸಂಬಂಧಪಟ್ಟ ಕಚೇರಿಗೆ ಸಲ್ಲಿಸತಕ್ಕದ್ದು. ತಪ್ಪಿದಲ್ಲಿ ನಿಯಮಾನುಸಾರ ಖಾತೆ ಬದಲಾವಣೆ ಮಾಡಲಾಗುವುದು ಎಂದು ಈ ಮೂಲಕ ತಿಳಿಸಲಾಗಿದೆ. (399, 445, 566, 491)
tender-table-header: ಕಾಮಗಾರಿ ಹೆಸರು (45, 2235, 250, 2262)
notice-body: ಶ್ರೀ ದೇವಸ್ಥಾನದ ಜೀರ್ಣೋದ್ಧಾರ ಕಾಮಗಾರಿಗೆ ಸಂಬಂಧಿಸಿದಂತೆ ದಾನಿಗಳಿಂದ ದೇಣಿಗೆ ಸ್ವೀಕರಿಸಲಾಗುವುದು. ಕಾಮಗಾರಿಯ ವಿವರ ಹಾಗೂ ಲೆಕ್ಕಪತ್ರಗಳನ್ನು ಕಚೇರಿ ವೇಳೆಯಲ್ಲಿ ಪರಿಶೀಲಿಸಬಹುದು. ಆಕ್ಷೇಪಣೆಗಳಿದ್ದಲ್ಲಿ 15 ದಿವಸಗಳ ಒಳಗಾಗಿ ಸಲ್ಲಿಸಬಹುದು. (1348, 1438, 1519, 1492)
price-min: 700 (1308, 792, 1416, 812)
ad-line: ಇಂದೇ ಕೊಳ್ಳಿರಿ, ಓದಿರಿ (639, 679, 705, 690)
price-max: 5825 (1415, 574, 1524, 594)
product-name: ಗೋಧಿ (1151, 911, 1308, 931)
notice-signature: (ಆರ್. ಟಿ. ಹೊಸಮನಿ) (1464, 1497, 1519, 1506)
notice-title: ಸಾರ್ವಜನಿಕ ಪ್ರಕಟಣೆ :- (825, 759, 895, 769)
classified-notice (109, 386, 196, 633)
price-max: 5263 (1415, 872, 1524, 892)
notice-date: ದಿನಾಂಕ: 25-01-2026 (1074, 1424, 1137, 1434)
notice-date: ದಿನಾಂಕ: 29-01-2026 (1265, 1424, 1328, 1434)
tender-ref: ಸಂ: ಶಾ.ಶಿ.ಇ/ಕಲಬುರಗಿ/1071/2025-26 (778, 920, 886, 930)
classified-notice (392, 109, 573, 216)
product-name: ಜೋಳ (1151, 733, 1308, 753)
price-row (1151, 674, 1524, 693)
change-of-name-notice (770, 109, 950, 263)
price-max: 12933 (1415, 693, 1524, 713)
price-max: 11760 (1415, 892, 1524, 911)
price-max: 1500 (1415, 812, 1524, 832)
notice-ref: ಶ್ರೀ. ದೇ. ಸಂ 457/2025 (1157, 1424, 1221, 1434)
kolarava-enclave-ad (582, 619, 762, 700)
price-max: 4240 (1415, 713, 1524, 733)
price-max: 1875 (1415, 753, 1524, 773)
price-table-city-badge: ಹುಬ್ಬಳ್ಳಿ (1483, 507, 1517, 521)
change-of-name-header: CHANGE OF NAME (1152, 944, 1333, 965)
tender-title: ಟೆಂಡರ್ ಆಹ್ವಾನ ಪ್ರಕಟಣೆ (822, 950, 898, 961)
cell-work-name: RESTORATION OF BED GRADIENT OF MAIN CANAL AND DISTRIBUTRIES OF ALAVANDI BETTAGERI LIS (SC CATEGORY) (45, 2262, 250, 2297)
tender-body: ತೇರದಾಳ ಪುರಸಭೆ ವ್ಯಾಪ್ತಿಯಲ್ಲಿ 2019-20 ರಿಂದ 2024-25ನೇ ಸಾಲಿನ 15ನೇ ಹಣಕಾಸು ಯೋಜನೆ ಹಾಗೂ ಎಸ್‌ಎಫ್‌ಸಿ ಅನುದಾನದಡಿ ಕೈಗೊಳ್ಳಬೇಕಾದ ವಿವಿಧ ಅಭಿವೃದ್ಧಿ ಕಾಮಗಾರಿಗಳಿಗೆ ಕೆಟಿಪಿಪಿ ಕಾಯ್ದೆ 1999 ಮತ್ತು ನಿಯಮ 2000ರ ಅನ್ವಯ INDENT54881(CAT-I-A), INDENT54885(CAT-I-B), INDENT55202(ST), INDENT55203(CAT-I), INDENT55227(ST), INDENT55207, INDENT54883, INDENT54882 & INDENT55229 ಕಾಮಗಾರಿಗಳಿಗೆ https://kppp.karnataka.gov.in ಪೋರ್ಟಲ್ ಮುಖಾಂತರ ಅಲ್ಪಾವಧಿ ಟೆಂಡರ್ ಆಹ್ವಾನಿಸಲಾಗಿದೆ. ಟೆಂಡರ್ ಸಲ್ಲಿಸಲು ಕೊನೆಯ ದಿನಾಂಕ: 19-02-2026 ಸಂಜೆ 4:00 ಗಂಟೆ. (23, 754, 189, 895)
price-max: 2910 (1415, 911, 1524, 931)
notice-kicker: ಸಾರ್ವಜನಿಕ ನೋಟೀಸ್ (73, 116, 139, 127)
notice-body: ಈ ಮೂಲಕ ತಿಳಿಸುವುದೇನೆಂದರೆ, ನನ್ನ ಕಕ್ಷಿದಾರರ ವ್ಯಾಪಾರ ಚಿಹ್ನೆಯನ್ನು ಬೇರೆಯವರು ಅನಧಿಕೃತವಾಗಿ ಬಳಸುತ್ತಿರುವುದು ಕಂಡುಬಂದಲ್ಲಿ ಕಾನೂನು ಕ್ರಮ ಕೈಗೊಳ್ಳಲಾಗುವುದು. ಸದರಿ ಚಿಹ್ನೆಯ ನೋಂದಣಿಗೆ ಆಕ್ಷೇಪಣೆ ಇದ್ದಲ್ಲಿ 30 ದಿವಸಗಳ ಒಳಗಾಗಿ ಲಿಖಿತ ಆಕ್ಷೇಪಣೆ ಸಲ್ಲಿಸಬಹುದು. ತಪ್ಪಿದಲ್ಲಿ ನೋಂದಣಿ ಪ್ರಕ್ರಿಯೆ ಮುಂದುವರಿಯುವುದು. (116, 420, 189, 586)
masthead-left (26, 9, 647, 90)
tender-body: ಕೆಳಕಂಡ ಕಾಮಗಾರಿಗಳಿಗೆ ಇ-ಪ್ರೊಕ್ಯೂರ್ಮೆಂಟ್ ಪೋರ್ಟಲ್ ಮುಖಾಂತರ ಅರ್ಹ ನೋಂದಾಯಿತ ಗುತ್ತಿಗೆದಾರರಿಂದ ಟೆಂಡರ್ ಆಹ್ವಾನಿಸಲಾಗಿದೆ: 1) 220 ಕೆವಿ ವಿದ್ಯುತ್ ಸ್ವೀಕರಣಾ ಕೇಂದ್ರ, ಗದಗ ಇಲ್ಲಿ 11 ಕೆವಿ ಒಳಾಂಗಣ ಸ್ವಿಚ್ ಗೇರ್ ನಿರ್ವಹಣೆ ಹಾಗೂ ದುರಸ್ತಿ ಕಾಮಗಾರಿ. 2) 220 ಕೆವಿ ಸ್ವೀಕರಣಾ ಕೇಂದ್ರ, ಲಕ್ಷ್ಮೇಶ್ವರ ಇಲ್ಲಿ ನಿಯಂತ್ರಣ ಕೊಠಡಿ ಹಾಗೂ ಬ್ಯಾಟರಿ ಕೊಠಡಿ ದುರಸ್ತಿ ಕಾಮಗಾರಿ. 3) 110 ಕೆವಿ ಉಪಕೇಂದ್ರ, ರೋಣ ಇಲ್ಲಿ 110 ಕೆವಿ ಸಿಟಿ ಹಾಗೂ ಪಿಟಿ ಬದಲಾವಣೆ ಕಾಮಗಾರಿ. 4) 110 ಕೆವಿ ಉಪಕೇಂದ್ರ, ನರಗುಂದ ಇಲ್ಲಿ ಕಾಂಪೌಂಡ್ ಗೋಡೆ ದುರಸ್ತಿ ಹಾಗೂ ಎಲ್‌ಜಿ ಕಾಮಗಾರಿ. 5) 220 ಕೆವಿ ಸ್ವೀಕರಣಾ ಕೇಂದ್ರ, ಗದಗ ವ್ಯಾಪ್ತಿಯ 110 ಕೆವಿ ಮಾರ್ಗಗಳ ತುರ್ತು ನಿರ್ವಹಣೆ ಕಾಮಗಾರಿ. 6) 110 ಕೆವಿ ಉಪಕೇಂದ್ರ, ಮುಂಡರಗಿ ಇಲ್ಲಿ ಪವರ್ ಟ್ರಾನ್ಸ್‌ಫಾರ್ಮರ್ ನಿರ್ವಹಣೆ ಕಾಮಗಾರಿ. 7) 110 ಕೆವಿ ಉಪಕೇಂದ್ರ, ಶಿರಹಟ್ಟಿ ಇಲ್ಲಿ ಅರ್ಥಿಂಗ್ ಸುಧಾರಣೆ ಕಾಮಗಾರಿ. (590, 986, 755, 1151)
change-of-name-notice (1342, 943, 1526, 1080)
notice-date: ದಿನಾಂಕ : 10-02-2026 (877, 744, 943, 753)
price-table-title: ಇಂದಿನ ಉತ್ಪನ್ನವಾರು ದರ ಹುಬ್ಬಳ್ಳಿ (1151, 500, 1524, 533)
office-website: Website : www.sedamtown.mrc.gov.in (793, 725, 927, 734)
kptcl-tender-notice (582, 857, 762, 2348)
change-of-name-notice (959, 498, 1141, 626)
notice-date: ದಿನಾಂಕ: 11-02-2026 (23, 722, 86, 732)
cell-last-date: 23.02.2026 @ 4:00 pm (434, 2262, 500, 2297)
date: 12 ಫೆಬ್ರವರಿ 2026 (1387, 40, 1515, 63)
col-min: ₹ ಕನಿಷ್ಠ (ಕ್ವಿ) (1308, 533, 1416, 555)
notice-body: ನನ್ನ ಕಕ್ಷಿದಾರರು ಕೆಳಕಂಡ ಸ್ವತ್ತನ್ನು ಖರೀದಿಸಲು ಒಪ್ಪಂದ ಮಾಡಿಕೊಂಡಿದ್ದು, ಸದರಿ ಸ್ವತ್ತಿನ ಮೇಲೆ ಹಕ್ಕು, ಅಡಮಾನ, ಭೋಗ್ಯ, ವ್ಯಾಜ್ಯ ಮುಂತಾದವು ಇದ್ದಲ್ಲಿ 7 ದಿವಸಗಳ ಒಳಗಾಗಿ ದಾಖಲೆ ಸಹಿತ ಲಿಖಿತ ಆಕ್ಷೇಪಣೆ ಸಲ್ಲಿಸತಕ್ಕದ್ದು. ತಪ್ಪಿದಲ್ಲಿ ವ್ಯವಹಾರ ಪೂರ್ಣಗೊಳಿಸಲಾಗುವುದು. (399, 544, 566, 602)
cell-slno: 1 (27, 2262, 46, 2297)
official-seal-icon (1491, 1440, 1517, 1466)
ad-line: ಇಂದೇ ಕೊಳ್ಳಿರಿ, ಓದಿರಿ (70, 340, 142, 351)
change-of-name-header: CHANGE OF NAME (583, 420, 761, 441)
ad-phone: ಸಂಪರ್ಕ : 080-2255940 (17, 359, 195, 377)
change-of-name-notice (959, 943, 1143, 1080)
price-table-header-row (1151, 533, 1524, 555)
notice-kicker: ನ್ಯಾಯಾಲಯದ ನೋಟೀಸ್ (256, 116, 332, 127)
tender-title: ಟೆಂಡರ್ ಪ್ರಕಟಣೆ (646, 969, 698, 979)
small-court-notice (1342, 1418, 1526, 2348)
article-paragraph: ಕೇಂದ್ರ ಸರ್ಕಾರದ ನಗರಾಭಿವೃದ್ಧಿ ಸಚಿವಾಲಯದ ಸ್ಮಾರ್ಟ್ ಸಿಟಿ ಮಿಷನ್ ಅಡಿ ಸಿಟಿಸ್ 2.0 ಯೋಜನೆಗೆ ಬೆಳಗಾವಿ ನಗರ ಆಯ್ಕೆಯಾಗಿದೆ. ಈ ಯೋಜನೆಯಡಿ ತ್ಯಾಜ್ಯ ನಿರ್ವಹಣೆ ಮತ್ತು ಹವಾಮಾನ ಬದಲಾವಣೆಯ ಸವಾಲುಗಳನ್ನು ಎದುರಿಸುವ ಅಭಿವೃದ್ಧಿ ಕಾಮಗಾರಿಗಳನ್ನು ಕೈಗೊಳ್ಳಲು ಮಹಾನಗರ ಪಾಲಿಕೆಗೆ ವಿಶೇಷ ಅನುದಾನ ದೊರೆಯಲಿದೆ. ಈ ಯೋಜನೆಯ ತ್ವರಿತ ನಿರ್ವಹಣೆ ಮತ್ತು ಅನುಷ್ಠಾನದ ಸಲುವಾಗಿ ಸಮಾಲೋಚನಾ ಸಭೆಗಳು ನಡೆದಿವೆ. (962, 217, 1124, 347)
change-of-name-header: CHANGE OF NAME (1343, 1089, 1524, 1110)
tender-banner: ಟೆಂಡರ್ ಪ್ರಕಟಣೆ (Only through e-procurement portal) (Single Cover) (26, 2161, 562, 2184)
classified-notice (392, 322, 573, 414)
signature: ಸಹಿ/- ಅಭಿಯಂತರರು, ಪುರಸಭೆ ತೇರದಾಳ (23, 903, 100, 925)
product-name: ಕಡಲೆಕಾಯಿ ಬೀಜ (1151, 693, 1308, 713)
product-name: ಕಡಲೆಬೇಳೆ (1151, 555, 1308, 575)
notice-date: ದಿನಾಂಕ: 02-02-2026 (1456, 1424, 1519, 1434)
signature: ಸಹಿ/- ಕಾರ್ಯನಿರ್ವಾಹಕ ಇಂಜಿನಿಯರ್ (ವಿ), ಕವಿಪ್ರನಿನಿ, ಪ್ರಸರಣ ವಿಭಾಗ, ಗದಗ - 582103. (780, 1312, 943, 1333)
change-of-name-header: CHANGE OF NAME (1152, 1247, 1333, 1267)
tender-body: ಈ ವಿಭಾಗದ ಅಧೀನದಲ್ಲಿ ಬರುವ ಮುಖ್ಯ ಕಾಲುವೆ ಉಪ ವಿಭಾಗ, ಮುನಿರಾಬಾದ್ ವ್ಯಾಪ್ತಿಯ 2025-26ನೇ ಸಾಲಿನ ಲೆಕ್ಕ ಶೀರ್ಷಿಕೆಯಡಿ ಕೆಳಕಂಡ ಕಾಮಗಾರಿಗೆ ಕರ್ನಾಟಕ ನೀರಾವರಿ ನಿಗಮ ನಿಯಮಿತ ಇವರ ಪರವಾಗಿ ಕಾರ್ಯಪಾಲಕ ಅಭಿಯಂತರರು, ಕೆನಿನಿ, ನಂ.1 ಮೂಲಸ್ಥಳ ಜಲಾಶಯ ವಿಭಾಗ, ಮುನಿರಾಬಾದ ಇವರು ಅರ್ಹ ನೋಂದಾಯಿತ ಗುತ್ತಿಗೆದಾರರಿಂದ ಇ-ಪ್ರೊಕ್ಯೂರ್ಮೆಂಟ್ ಪೋರ್ಟಲ್ ಮುಖಾಂತರ ಏಕ ಲಕೋಟೆ ಪದ್ಧತಿಯಲ್ಲಿ ಟೆಂಡರ್ ಆಹ್ವಾನಿಸಿರುತ್ತಾರೆ. ಕಾಮಗಾರಿಯ ಒಟ್ಟು ಅಂದಾಜು ಮೊತ್ತ ರೂ. 33.87 ಲಕ್ಷಗಳಾಗಿರುತ್ತದೆ. (26, 2190, 562, 2227)
masthead-dateline (894, 19, 1515, 81)
office-email: Email : itstaff_ulb_terdal@yahoo.com (39, 688, 172, 697)
product-name: ಬೆಲ್ಲ (1151, 713, 1308, 733)
mini-notice-pair (204, 387, 385, 574)
product-name: ಈರುಳ್ಳಿ (1151, 792, 1308, 812)
notice-ref: ಪ್ರಕಟಣೆ ಸಂ: 16/2026 (309, 394, 373, 404)
knnl-logo-icon (26, 2094, 70, 2138)
price-row (1151, 614, 1524, 634)
change-of-name-header: CHANGE OF NAME (583, 709, 761, 729)
notice-signature: ಸಹಿ/- ವಕೀಲರು (55, 616, 96, 626)
tender-date: Date:09.02.2026 (491, 2146, 561, 2157)
change-of-name-body: I, MARUTI DONI (Old Name) Resident of Plot No. 184, JP Nagar, Gokul Road, Hubli - 580030, Karnataka, have changed my name as MARUTI BASAPPA DONI (New Name) for all purposes affidavit Dtd.: 11-02-2026 sworn before notary Mantur A. V. (967, 526, 1133, 617)
